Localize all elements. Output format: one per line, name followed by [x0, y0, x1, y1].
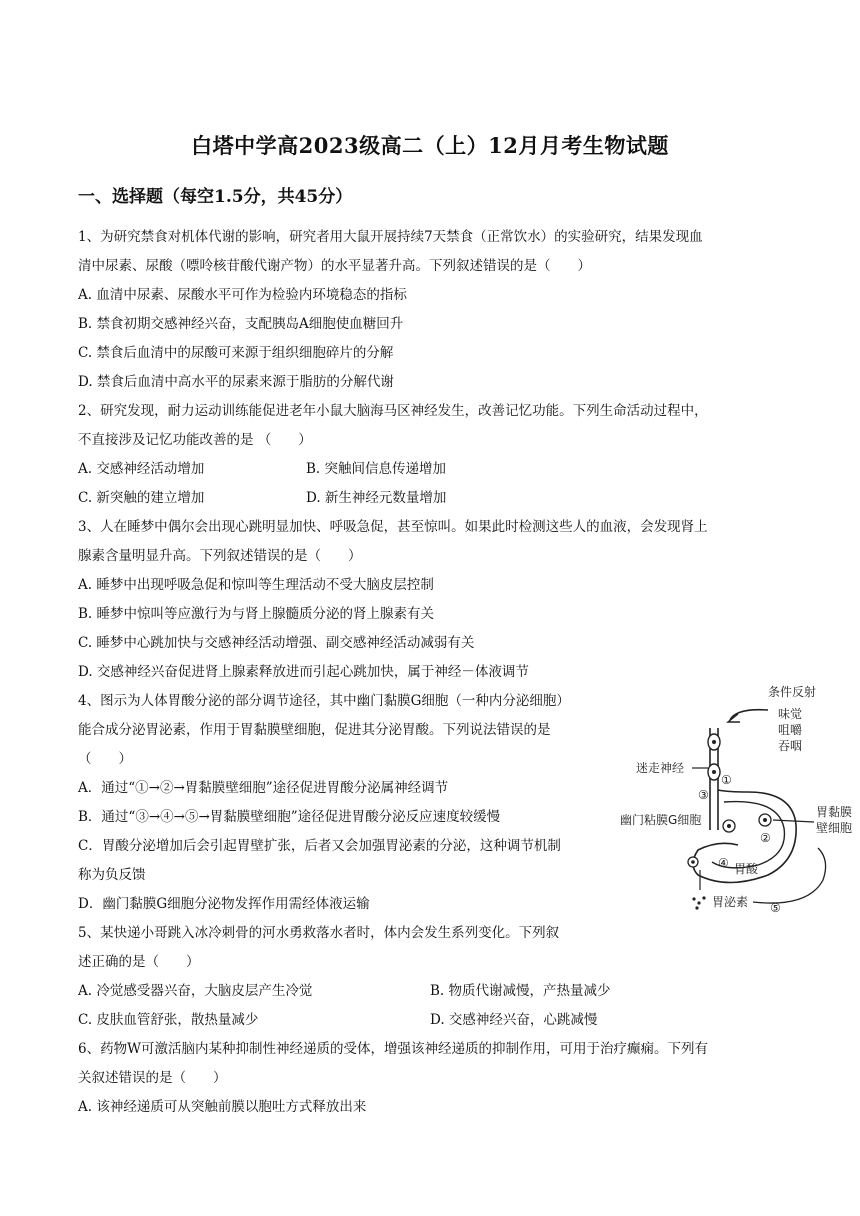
q4-option-b: B．通过“③→④→⑤→胃黏膜壁细胞”途径促进胃酸分泌反应速度较缓慢: [78, 809, 501, 825]
label-g-cell: 幽门粘膜G细胞: [620, 813, 702, 827]
label-taste: 味觉: [778, 707, 803, 721]
neuron-nucleus-icon: [712, 740, 716, 744]
parietal-cell-nucleus-icon: [763, 818, 767, 822]
q6-stem-line1: 6、药物W可激活脑内某种抑制性神经递质的受体，增强该神经递质的抑制作用，可用于治疗癫痫。下列有: [78, 1041, 708, 1057]
q6-stem-line2: 关叙述错误的是（ ）: [78, 1070, 227, 1086]
gastrin-dot-icon: [692, 897, 695, 900]
marker-4: ④: [718, 856, 729, 870]
q2-option-a: A. 交感神经活动增加: [78, 461, 205, 477]
q5-option-a: A. 冷觉感受器兴奋，大脑皮层产生冷觉: [78, 983, 313, 999]
reflex-arrow: [730, 710, 768, 720]
q3-option-d: D. 交感神经兴奋促进肾上腺素释放进而引起心跳加快，属于神经－体液调节: [78, 664, 529, 680]
q2-option-c: C. 新突触的建立增加: [78, 490, 205, 506]
q2-stem-line1: 2、研究发现，耐力运动训练能促进老年小鼠大脑海马区神经发生，改善记忆功能。下列生命活动过程中，: [78, 403, 708, 419]
q3-option-a: A. 睡梦中出现呼吸急促和惊叫等生理活动不受大脑皮层控制: [78, 577, 434, 593]
q4-option-a: A．通过“①→②→胃黏膜壁细胞”途径促进胃酸分泌属神经调节: [78, 780, 449, 796]
q1-option-d: D. 禁食后血清中高水平的尿素来源于脂肪的分解代谢: [78, 374, 394, 390]
section-heading: 一、选择题（每空1.5分，共45分）: [78, 187, 353, 207]
q1-stem-line2: 清中尿素、尿酸（嘌呤核苷酸代谢产物）的水平显著升高。下列叙述错误的是（ ）: [78, 258, 591, 274]
q2-option-d: D. 新生神经元数量增加: [306, 490, 447, 506]
gastrin-dot-icon-4: [695, 906, 698, 909]
q1-option-b: B. 禁食初期交感神经兴奋，支配胰岛A细胞使血糖回升: [78, 316, 404, 332]
neuron-nucleus-icon-2: [712, 770, 716, 774]
label-chew: 咀嚼: [778, 723, 803, 737]
q5-stem-line2: 述正确的是（ ）: [78, 954, 200, 970]
label-parietal-line1: 胃黏膜: [816, 805, 853, 819]
q1-option-c: C. 禁食后血清中的尿酸可来源于组织细胞碎片的分解: [78, 345, 394, 361]
q2-stem-line2: 不直接涉及记忆功能改善的是 （ ）: [78, 432, 312, 448]
q3-option-c: C. 睡梦中心跳加快与交感神经活动增强、副交感神经活动减弱有关: [78, 635, 475, 651]
q5-option-c: C. 皮肤血管舒张，散热量减少: [78, 1012, 259, 1028]
q3-option-b: B. 睡梦中惊叫等应激行为与肾上腺髓质分泌的肾上腺素有关: [78, 606, 435, 622]
marker-3: ③: [698, 788, 709, 802]
marker-1: ①: [721, 773, 732, 787]
label-gastrin: 胃泌素: [712, 895, 749, 909]
q4-option-c-line1: C．胃酸分泌增加后会引起胃壁扩张，后者又会加强胃泌素的分泌，这种调节机制: [78, 838, 561, 854]
label-parietal-line2: 壁细胞: [816, 821, 853, 835]
g-cell-nucleus-icon-2: [691, 860, 695, 864]
page-title: 白塔中学高2023级高二（上）12月月考生物试题: [191, 133, 669, 158]
g-cell-nucleus-icon: [727, 824, 731, 828]
q1-stem-line1: 1、为研究禁食对机体代谢的影响，研究者用大鼠开展持续7天禁食（正常饮水）的实验研究，结果发现血: [78, 229, 703, 245]
q3-stem-line2: 腺素含量明显升高。下列叙述错误的是（ ）: [78, 548, 362, 564]
q5-option-b: B. 物质代谢减慢，产热量减少: [430, 983, 611, 999]
marker-5: ⑤: [770, 901, 781, 915]
q5-stem-line1: 5、某快递小哥跳入冰冷刺骨的河水勇救落水者时，体内会发生系列变化。下列叙: [78, 925, 560, 941]
label-vagus-nerve: 迷走神经: [636, 761, 685, 775]
q4-stem-line2: 能合成分泌胃泌素，作用于胃黏膜壁细胞，促进其分泌胃酸。下列说法错误的是: [78, 722, 551, 738]
marker-2: ②: [760, 831, 771, 845]
parietal-pointer: [773, 820, 814, 822]
gastrin-dot-icon-2: [697, 901, 700, 904]
gastrin-dot-icon-3: [702, 896, 705, 899]
q1-option-a: A. 血清中尿素、尿酸水平可作为检验内环境稳态的指标: [78, 287, 407, 303]
gastric-regulation-figure: [618, 680, 860, 915]
q3-stem-line1: 3、人在睡梦中偶尔会出现心跳明显加快、呼吸急促，甚至惊叫。如果此时检测这些人的血液，会发现肾上: [78, 519, 708, 535]
q4-stem-line1: 4、图示为人体胃酸分泌的部分调节途径，其中幽门黏膜G细胞（一种内分泌细胞）: [78, 693, 570, 709]
q4-option-d: D．幽门黏膜G细胞分泌物发挥作用需经体液运输: [78, 896, 370, 912]
q5-option-d: D. 交感神经兴奋，心跳减慢: [430, 1012, 598, 1028]
q2-option-b: B. 突触间信息传递增加: [306, 461, 447, 477]
label-conditioned-reflex: 条件反射: [768, 685, 817, 699]
q4-option-c-line2: 称为负反馈: [78, 867, 146, 883]
q6-option-a: A. 该神经递质可从突触前膜以胞吐方式释放出来: [78, 1099, 367, 1115]
q4-stem-line3: （ ）: [78, 751, 132, 767]
label-gastric-acid: 胃酸: [734, 862, 759, 876]
label-swallow: 吞咽: [778, 739, 803, 753]
